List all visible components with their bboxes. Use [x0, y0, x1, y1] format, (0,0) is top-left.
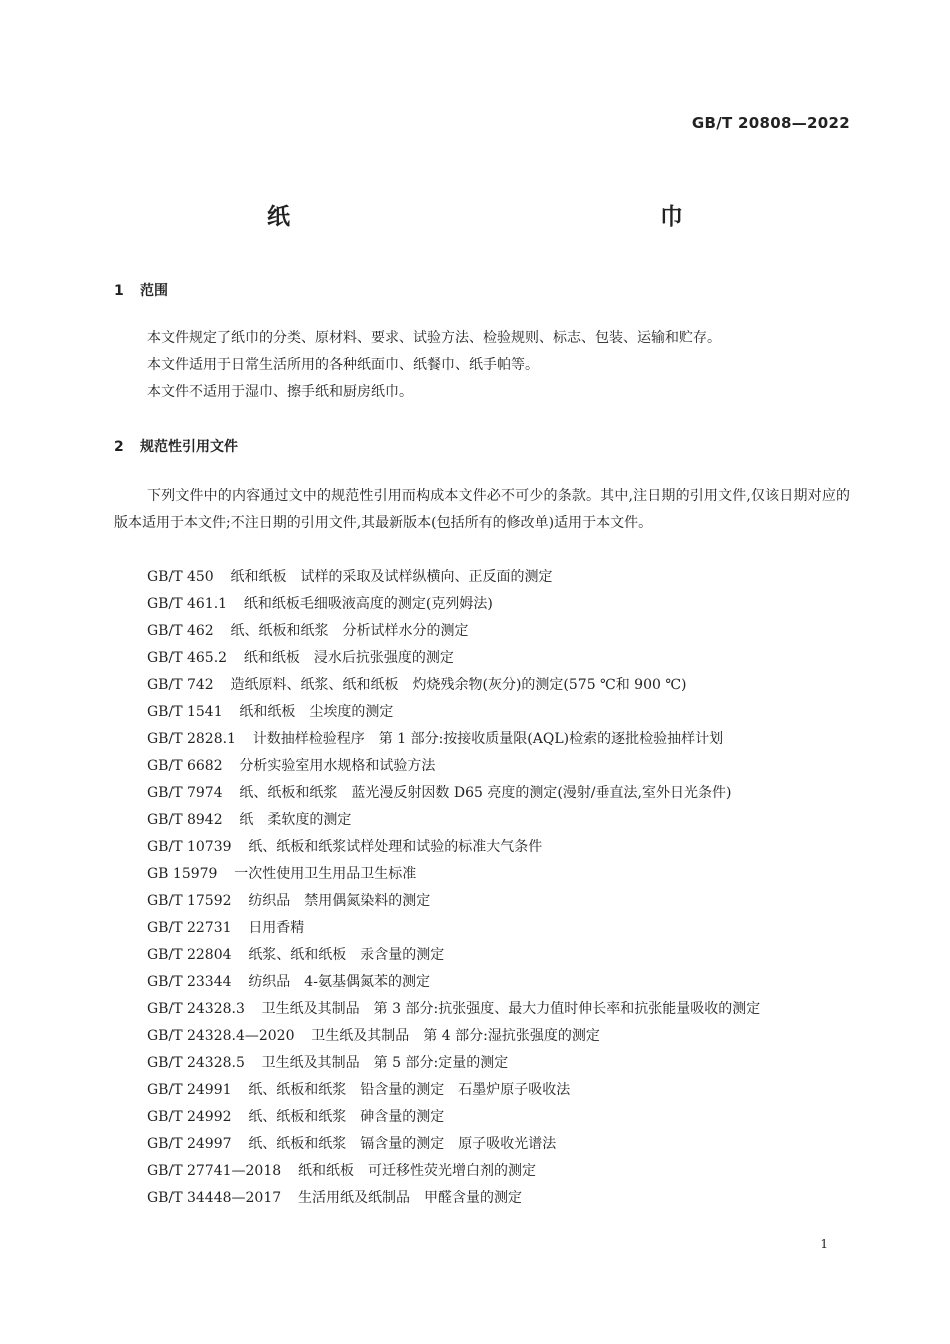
reference-item [114, 753, 850, 780]
reference-item [114, 915, 850, 942]
reference-code: GB/T 27741—2018 [147, 1163, 282, 1179]
reference-item [114, 969, 850, 996]
reference-title: 生活用纸及纸制品 甲醛含量的测定 [297, 1190, 522, 1206]
reference-item [114, 591, 850, 618]
reference-code: GB/T 1541 [147, 704, 223, 720]
reference-item [114, 1131, 850, 1158]
reference-code: GB/T 23344 [147, 974, 232, 990]
reference-item [114, 618, 850, 645]
section-2-heading [114, 436, 238, 456]
reference-code: GB 15979 [147, 866, 218, 882]
reference-code: GB/T 22731 [147, 920, 232, 936]
reference-code: GB/T 6682 [147, 758, 223, 774]
reference-code: GB/T 7974 [147, 785, 223, 801]
reference-code: GB/T 17592 [147, 893, 232, 909]
section-2-intro [114, 483, 850, 537]
reference-title: 纸、纸板和纸浆 铅含量的测定 石墨炉原子吸收法 [248, 1082, 571, 1098]
reference-item [114, 1050, 850, 1077]
reference-title: 纸浆、纸和纸板 汞含量的测定 [248, 947, 445, 963]
reference-title: 纺织品 4-氨基偶氮苯的测定 [248, 974, 430, 990]
reference-code: GB/T 2828.1 [147, 731, 236, 747]
reference-title: 纸、纸板和纸浆 分析试样水分的测定 [230, 623, 469, 639]
reference-item [114, 1077, 850, 1104]
reference-item [114, 861, 850, 888]
section-2-number: 2 [114, 439, 124, 455]
reference-title: 纸和纸板 浸水后抗张强度的测定 [243, 650, 454, 666]
standard-code: GB/T 20808—2022 [691, 114, 850, 132]
reference-code: GB/T 24997 [147, 1136, 232, 1152]
reference-item [114, 996, 850, 1023]
reference-item [114, 564, 850, 591]
reference-item [114, 645, 850, 672]
page-number: 1 [820, 1237, 828, 1251]
reference-code: GB/T 24328.3 [147, 1001, 245, 1017]
section-1-number: 1 [114, 283, 124, 299]
reference-title: 分析实验室用水规格和试验方法 [239, 758, 436, 774]
reference-code: GB/T 34448—2017 [147, 1190, 282, 1206]
scope-paragraph-3: 本文件不适用于湿巾、擦手纸和厨房纸巾。 [147, 384, 413, 400]
reference-code: GB/T 742 [147, 677, 214, 693]
reference-code: GB/T 461.1 [147, 596, 228, 612]
reference-title: 纸和纸板 可迁移性荧光增白剂的测定 [297, 1163, 536, 1179]
reference-item [114, 807, 850, 834]
reference-title: 纺织品 禁用偶氮染料的测定 [248, 893, 431, 909]
reference-item [114, 1185, 850, 1212]
reference-code: GB/T 462 [147, 623, 214, 639]
reference-title: 计数抽样检验程序 第 1 部分:按接收质量限(AQL)检索的逐批检验抽样计划 [252, 731, 724, 747]
reference-code: GB/T 22804 [147, 947, 232, 963]
reference-title: 一次性使用卫生用品卫生标准 [234, 866, 417, 882]
reference-item [114, 1104, 850, 1131]
reference-item [114, 1023, 850, 1050]
reference-title: 纸和纸板 尘埃度的测定 [239, 704, 394, 720]
reference-item [114, 888, 850, 915]
references-intro-paragraph: 下列文件中的内容通过文中的规范性引用而构成本文件必不可少的条款。其中,注日期的引用文件,仅该日期对应的版本适用于本文件;不注日期的引用文件,其最新版本(包括所有的修改单)适用于本文件。 [114, 488, 850, 531]
section-2-title: 规范性引用文件 [140, 439, 238, 455]
reference-item [114, 1158, 850, 1185]
reference-item [114, 780, 850, 807]
section-1-heading [114, 280, 168, 300]
scope-paragraph-2: 本文件适用于日常生活所用的各种纸面巾、纸餐巾、纸手帕等。 [147, 357, 539, 373]
reference-item [114, 942, 850, 969]
document-title: 纸 巾 [267, 204, 791, 230]
reference-title: 纸和纸板 试样的采取及试样纵横向、正反面的测定 [230, 569, 553, 585]
reference-title: 纸、纸板和纸浆 蓝光漫反射因数 D65 亮度的测定(漫射/垂直法,室外日光条件) [239, 785, 732, 801]
reference-item [114, 834, 850, 861]
reference-title: 纸、纸板和纸浆试样处理和试验的标准大气条件 [248, 839, 543, 855]
reference-title: 纸、纸板和纸浆 镉含量的测定 原子吸收光谱法 [248, 1136, 557, 1152]
reference-code: GB/T 24328.4—2020 [147, 1028, 295, 1044]
reference-code: GB/T 8942 [147, 812, 223, 828]
reference-list [114, 564, 850, 1212]
reference-item [114, 726, 850, 753]
reference-code: GB/T 24991 [147, 1082, 232, 1098]
reference-title: 造纸原料、纸浆、纸和纸板 灼烧残余物(灰分)的测定(575 ℃和 900 ℃) [230, 677, 687, 693]
reference-item [114, 699, 850, 726]
reference-code: GB/T 450 [147, 569, 214, 585]
scope-paragraph-1: 本文件规定了纸巾的分类、原材料、要求、试验方法、检验规则、标志、包装、运输和贮存。 [147, 330, 721, 346]
reference-code: GB/T 465.2 [147, 650, 228, 666]
reference-title: 纸和纸板毛细吸液高度的测定(克列姆法) [243, 596, 493, 612]
reference-title: 卫生纸及其制品 第 3 部分:抗张强度、最大力值时伸长率和抗张能量吸收的测定 [261, 1001, 761, 1017]
reference-title: 日用香精 [248, 920, 305, 936]
reference-code: GB/T 24992 [147, 1109, 232, 1125]
reference-title: 纸、纸板和纸浆 砷含量的测定 [248, 1109, 445, 1125]
section-1-title: 范围 [140, 283, 168, 299]
reference-title: 卫生纸及其制品 第 5 部分:定量的测定 [261, 1055, 509, 1071]
reference-code: GB/T 24328.5 [147, 1055, 245, 1071]
reference-title: 纸 柔软度的测定 [239, 812, 352, 828]
reference-code: GB/T 10739 [147, 839, 232, 855]
reference-item [114, 672, 850, 699]
reference-title: 卫生纸及其制品 第 4 部分:湿抗张强度的测定 [311, 1028, 600, 1044]
section-1-body [114, 325, 850, 406]
